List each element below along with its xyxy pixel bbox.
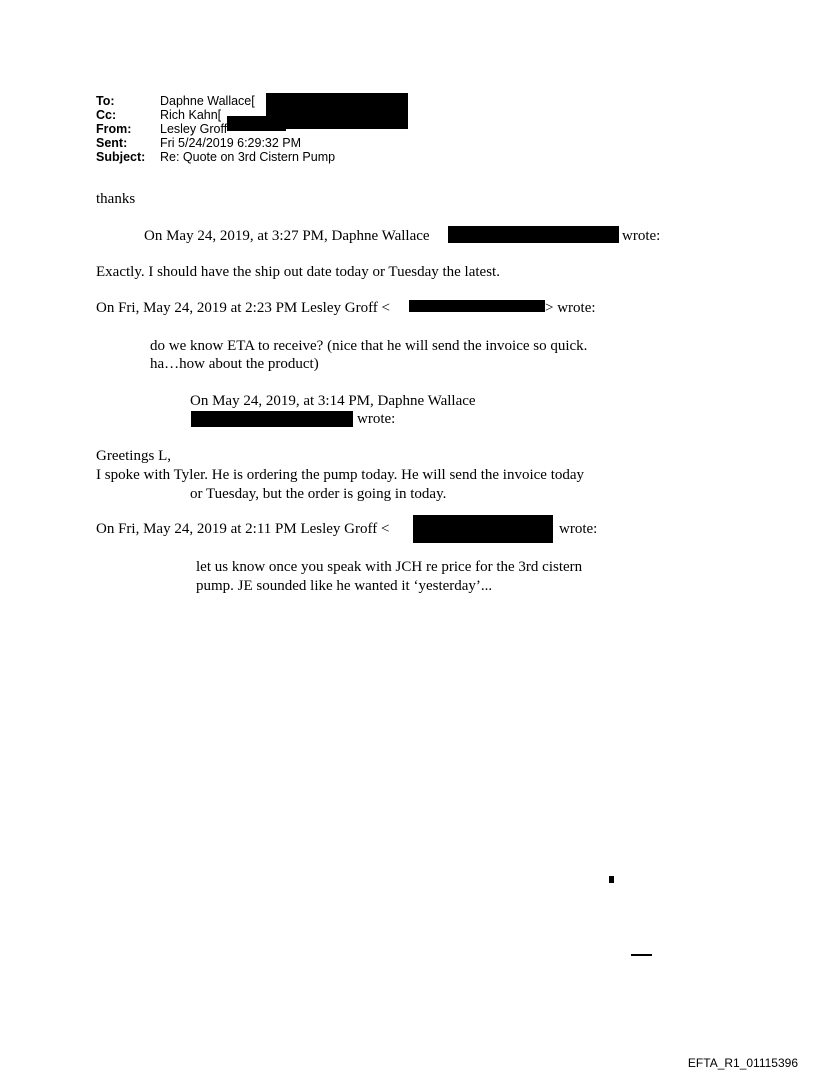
message2-line1: do we know ETA to receive? (nice that he will send the invoice so quick. (150, 338, 588, 354)
quote3-attribution-end: wrote: (357, 411, 396, 427)
redaction-quote3-email (191, 411, 353, 427)
redaction-quote2-email (409, 300, 545, 312)
subject-row (96, 150, 335, 164)
message3-line3: or Tuesday, but the order is going in today. (190, 486, 447, 502)
scan-mark-line (631, 954, 652, 956)
quote2-attribution-start: On Fri, May 24, 2019 at 2:23 PM Lesley Groff < (96, 300, 390, 316)
scan-mark-dot (609, 876, 614, 883)
message4-line2: pump. JE sounded like he wanted it ‘yesterday’... (196, 578, 493, 594)
redaction-to-cc (266, 93, 408, 129)
message4-line1: let us know once you speak with JCH re price for the 3rd cistern (196, 559, 583, 575)
message3-line1: Greetings L, (96, 448, 171, 464)
sent-label: Sent: (96, 136, 128, 150)
sent-value: Fri 5/24/2019 6:29:32 PM (160, 136, 302, 150)
redaction-cc-from (227, 116, 286, 131)
cc-label: Cc: (96, 108, 117, 122)
quote3-attribution-line1: On May 24, 2019, at 3:14 PM, Daphne Wallace (190, 393, 476, 409)
message1-text: Exactly. I should have the ship out date today or Tuesday the latest. (96, 264, 500, 280)
message2-line2: ha…how about the product) (150, 356, 319, 372)
quote4-attribution-start: On Fri, May 24, 2019 at 2:11 PM Lesley Groff < (96, 521, 390, 537)
quote2-attribution-end: > wrote: (545, 300, 596, 316)
cc-value: Rich Kahn[ (160, 108, 222, 122)
bates-number: EFTA_R1_01115396 (687, 1056, 798, 1070)
thanks-line: thanks (96, 191, 136, 207)
to-label: To: (96, 94, 115, 108)
sent-row (96, 136, 335, 150)
quote1-attribution-start: On May 24, 2019, at 3:27 PM, Daphne Wallace (144, 228, 430, 244)
quote1-attribution-end: wrote: (622, 228, 661, 244)
from-label: From: (96, 122, 132, 136)
from-value: Lesley Groff (160, 122, 228, 136)
to-value: Daphne Wallace[ (160, 94, 255, 108)
subject-value: Re: Quote on 3rd Cistern Pump (160, 150, 336, 164)
redaction-quote1-email (448, 226, 619, 243)
quote4-attribution-end: wrote: (559, 521, 598, 537)
message3-line2: I spoke with Tyler. He is ordering the pump today. He will send the invoice today (96, 467, 585, 483)
redaction-quote4-email (413, 515, 553, 543)
subject-label: Subject: (96, 150, 146, 164)
